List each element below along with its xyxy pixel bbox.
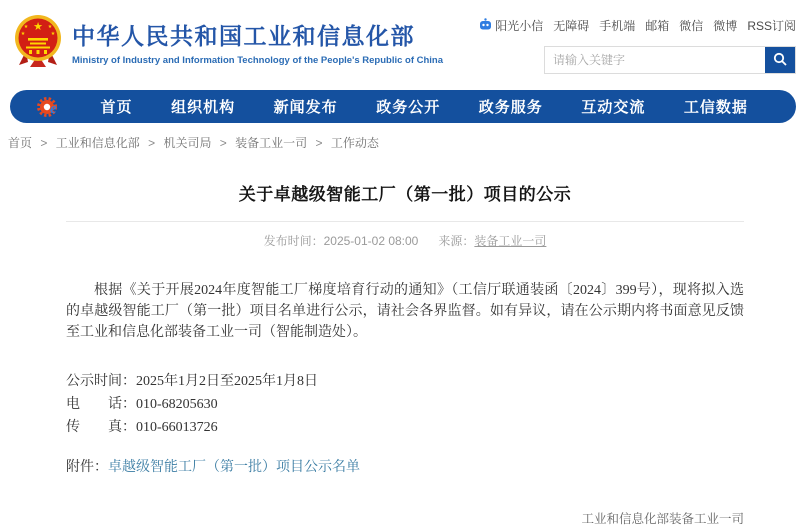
title-divider xyxy=(66,221,744,222)
breadcrumb-separator: > xyxy=(219,136,227,150)
source-link[interactable]: 装备工业一司 xyxy=(474,234,547,248)
svg-text:★: ★ xyxy=(50,31,56,37)
search-icon xyxy=(773,52,787,69)
nav-item-news[interactable]: 新闻发布 xyxy=(273,99,338,116)
breadcrumb-separator: > xyxy=(315,136,323,150)
breadcrumb-work-news[interactable]: 工作动态 xyxy=(330,136,379,150)
site-brand[interactable] xyxy=(12,13,443,71)
breadcrumb-equipment-dept[interactable]: 装备工业一司 xyxy=(235,136,308,150)
search-bar xyxy=(544,46,796,74)
nav-item-home[interactable]: 首页 xyxy=(100,99,133,116)
utility-link-rss[interactable]: RSS订阅 xyxy=(747,19,796,33)
breadcrumb xyxy=(8,134,794,151)
publish-time-label: 发布时间： xyxy=(263,234,324,248)
main-nav xyxy=(10,90,796,123)
utility-link-wechat[interactable]: 微信 xyxy=(679,19,704,33)
utility-link-mobile[interactable]: 手机端 xyxy=(599,19,636,33)
nav-item-organization[interactable]: 组织机构 xyxy=(171,99,236,116)
utility-link-mail[interactable]: 邮箱 xyxy=(645,19,670,33)
brand-text xyxy=(72,18,443,66)
breadcrumb-home[interactable]: 首页 xyxy=(8,136,33,150)
utility-link-chatbot-label: 阳光小信 xyxy=(495,19,544,33)
national-emblem-icon xyxy=(12,13,64,71)
svg-text:★: ★ xyxy=(20,31,26,37)
attachment-label: 附件： xyxy=(66,460,108,475)
utility-link-accessibility[interactable]: 无障碍 xyxy=(553,19,590,33)
nav-item-gov-services[interactable]: 政务服务 xyxy=(478,99,543,116)
source-label: 来源： xyxy=(438,234,475,248)
nav-item-data[interactable]: 工信数据 xyxy=(683,99,748,116)
article xyxy=(66,180,744,527)
article-meta xyxy=(66,232,744,249)
svg-text:★: ★ xyxy=(23,24,29,30)
attachment-link[interactable]: 卓越级智能工厂（第一批）项目公示名单 xyxy=(108,460,360,475)
utility-link-weibo[interactable]: 微博 xyxy=(713,19,738,33)
utility-links xyxy=(495,17,796,34)
publicity-period: 公示时间：2025年1月2日至2025年1月8日 xyxy=(66,374,318,389)
breadcrumb-departments[interactable]: 机关司局 xyxy=(163,136,212,150)
utility-link-chatbot[interactable] xyxy=(479,17,543,34)
svg-text:★: ★ xyxy=(33,21,43,33)
site-subtitle: Ministry of Industry and Information Technology of the People's Republic of China xyxy=(72,55,444,66)
miit-gear-logo-icon[interactable] xyxy=(36,94,62,120)
site-title: 中华人民共和国工业和信息化部 xyxy=(72,23,415,49)
search-input[interactable] xyxy=(545,47,765,73)
svg-text:e: e xyxy=(50,100,57,117)
header-right xyxy=(495,17,796,74)
fax-number: 传 真：010-66013726 xyxy=(66,420,218,435)
search-button[interactable] xyxy=(765,47,795,73)
article-title: 关于卓越级智能工厂（第一批）项目的公示 xyxy=(238,185,572,204)
svg-text:★: ★ xyxy=(47,24,53,30)
contact-info xyxy=(66,370,744,439)
phone-number: 电 话：010-68205630 xyxy=(66,397,218,412)
article-signature: 工业和信息化部装备工业一司 xyxy=(581,512,744,526)
nav-item-gov-disclosure[interactable]: 政务公开 xyxy=(376,99,441,116)
breadcrumb-miit[interactable]: 工业和信息化部 xyxy=(55,136,140,150)
publish-time: 2025-01-02 08:00 xyxy=(323,234,419,248)
attachment-row xyxy=(66,456,744,476)
breadcrumb-separator: > xyxy=(148,136,156,150)
article-paragraph: 根据《关于开展2024年度智能工厂梯度培育行动的通知》（工信厅联通装函〔2024〕399号），现将拟入选的卓越级智能工厂（第一批）项目名单进行公示，请社会各界监督。如有异议，请在公示期内将书面意见反馈至工业和信息化部装备工业一司（智能制造处）。 xyxy=(66,283,744,340)
chatbot-robot-icon xyxy=(479,18,492,34)
nav-item-interaction[interactable]: 互动交流 xyxy=(581,99,646,116)
site-header xyxy=(0,0,806,88)
breadcrumb-separator: > xyxy=(40,136,48,150)
